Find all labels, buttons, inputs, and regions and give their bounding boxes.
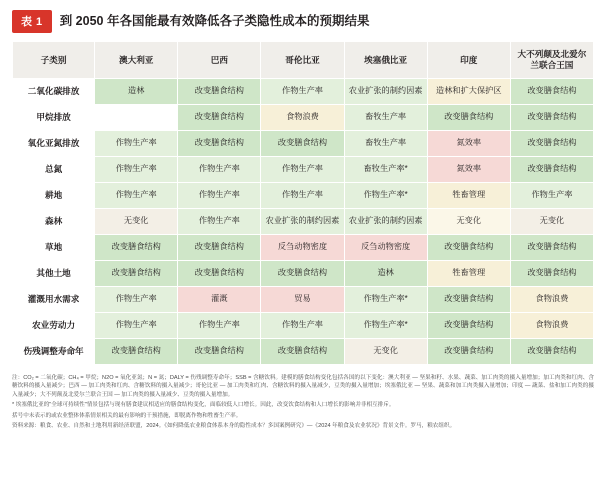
table-cell: 造林 xyxy=(344,261,427,287)
table-header-row xyxy=(13,42,594,79)
row-header-subcategory: 二氧化碳排放 xyxy=(13,79,95,105)
table-cell: 食物浪费 xyxy=(261,105,344,131)
table-cell: 农业扩张的制约因素 xyxy=(261,209,344,235)
table-cell: 改变膳食结构 xyxy=(427,287,510,313)
table-header xyxy=(12,10,594,33)
row-header-subcategory: 总氮 xyxy=(13,157,95,183)
table-row xyxy=(13,157,594,183)
table-cell: 氮效率 xyxy=(427,157,510,183)
column-header-country: 大不列颠及北爱尔兰联合王国 xyxy=(510,42,593,79)
table-cell: 畜牧生产率 xyxy=(344,131,427,157)
table-cell: 改变膳食结构 xyxy=(510,157,593,183)
table-cell: 改变膳食结构 xyxy=(178,105,261,131)
table-cell: 造林 xyxy=(95,79,178,105)
table-cell: 改变膳食结构 xyxy=(510,131,593,157)
column-header-country: 澳大利亚 xyxy=(95,42,178,79)
row-header-subcategory: 氧化亚氮排放 xyxy=(13,131,95,157)
footnote-line-1: 注：CO₂ = 二氧化碳；CH₄ = 甲烷；N2O = 氧化亚氮；N = 氮；DALY = 伤残调整寿命年；SSB = 含糖饮料。建模的膳食结构变化包括各国的以下变化：澳大利亚 — 坚果和籽、水果、蔬菜、加工肉类的摄入量增加；加工肉类和红肉、含糖饮料的摄入量减少；巴西 — 加工肉类和红肉、含糖饮料的摄入量减少；哥伦比亚 — 加工肉类和红肉、含糖饮料的摄入量减少，豆类的摄入量增加；埃塞俄比亚 — 坚果、蔬菜和加工肉类摄入量增加；印度 — 蔬菜、盐和加工肉类的摄入量减少；大不列颠及北爱尔兰联合王国 — 加工肉类的摄入量减少、豆类的摄入量增加。 xyxy=(12,375,594,398)
table-cell: 改变膳食结构 xyxy=(261,131,344,157)
table-cell: 无变化 xyxy=(95,209,178,235)
row-header-subcategory: 耕地 xyxy=(13,183,95,209)
column-header-country: 印度 xyxy=(427,42,510,79)
table-cell: 改变膳食结构 xyxy=(427,339,510,365)
table-cell: 食物浪费 xyxy=(510,313,593,339)
table-row xyxy=(13,79,594,105)
table-head xyxy=(13,42,594,79)
table-cell: 作物生产率 xyxy=(510,183,593,209)
table-cell: 贸易 xyxy=(261,287,344,313)
table-cell: 作物生产率 xyxy=(178,313,261,339)
row-header-subcategory: 灌溉用水需求 xyxy=(13,287,95,313)
table-cell: 改变膳食结构 xyxy=(178,261,261,287)
table-cell: 造林和扩大保护区 xyxy=(427,79,510,105)
table-cell: 改变膳食结构 xyxy=(95,235,178,261)
table-row xyxy=(13,261,594,287)
table-cell: 作物生产率 xyxy=(178,157,261,183)
table-cell: 无变化 xyxy=(344,339,427,365)
table-cell: 改变膳食结构 xyxy=(95,261,178,287)
table-cell: 作物生产率 xyxy=(95,313,178,339)
table-cell: 改变膳食结构 xyxy=(427,105,510,131)
table-body xyxy=(13,79,594,365)
table-cell: 无变化 xyxy=(427,209,510,235)
table-cell: 改变膳食结构 xyxy=(178,79,261,105)
table-cell: 改变膳食结构 xyxy=(510,105,593,131)
column-header-country: 埃塞俄比亚 xyxy=(344,42,427,79)
column-header-country: 巴西 xyxy=(178,42,261,79)
table-cell: 灌溉 xyxy=(178,287,261,313)
table-cell: 改变膳食结构 xyxy=(427,235,510,261)
footnote-source: 资料来源：粮食、农业、自然和土地利用新经济联盟，2024。《如何降低农业粮食体系本身的隐性成本？多国案例研究》—《2024 年粮食及农业状况》背景文件。罗马，粮农组织。 xyxy=(12,422,456,429)
table-cell: 牲畜管理 xyxy=(427,183,510,209)
table-row xyxy=(13,287,594,313)
footnote-line-3: 括号中未表示的或农业整体体系情景相关的最有影响的干预措施，即脱离作物和牲畜生产率。 xyxy=(12,412,242,419)
table-cell: 改变膳食结构 xyxy=(510,261,593,287)
table-cell xyxy=(95,105,178,131)
table-cell: 反刍动物密度 xyxy=(344,235,427,261)
table-badge: 表 1 xyxy=(12,10,52,33)
table-cell: 改变膳食结构 xyxy=(510,339,593,365)
table-cell: 无变化 xyxy=(510,209,593,235)
table-cell: 改变膳食结构 xyxy=(510,235,593,261)
table-cell: 作物生产率 xyxy=(95,157,178,183)
table-cell: 食物浪费 xyxy=(510,287,593,313)
results-table xyxy=(12,41,594,365)
footnotes xyxy=(12,374,594,430)
table-row xyxy=(13,313,594,339)
table-cell: 作物生产率 xyxy=(178,183,261,209)
table-row xyxy=(13,131,594,157)
table-cell: 改变膳食结构 xyxy=(510,79,593,105)
row-header-subcategory: 农业劳动力 xyxy=(13,313,95,339)
table-cell: 改变膳食结构 xyxy=(95,339,178,365)
row-header-subcategory: 伤残调整寿命年 xyxy=(13,339,95,365)
row-header-subcategory: 其他土地 xyxy=(13,261,95,287)
table-cell: 作物生产率* xyxy=(344,183,427,209)
table-cell: 作物生产率 xyxy=(95,131,178,157)
table-cell: 作物生产率 xyxy=(261,79,344,105)
column-header-country: 哥伦比亚 xyxy=(261,42,344,79)
table-row xyxy=(13,235,594,261)
table-row xyxy=(13,209,594,235)
table-cell: 反刍动物密度 xyxy=(261,235,344,261)
table-cell: 作物生产率 xyxy=(95,287,178,313)
table-row xyxy=(13,339,594,365)
table-cell: 改变膳食结构 xyxy=(427,313,510,339)
table-cell: 作物生产率 xyxy=(261,157,344,183)
table-row xyxy=(13,183,594,209)
table-cell: 氮效率 xyxy=(427,131,510,157)
table-cell: 改变膳食结构 xyxy=(178,235,261,261)
row-header-subcategory: 草地 xyxy=(13,235,95,261)
table-cell: 作物生产率* xyxy=(344,313,427,339)
footnote-line-2: * 埃塞俄比亚的"全球可持续性"情景包括与现有膳食建议相适应的膳食结构变化，面临较低人口增长。因此，改变饮食结构和人口增长的影响并非相互排斥。 xyxy=(12,402,395,409)
table-cell: 作物生产率* xyxy=(344,287,427,313)
table-cell: 改变膳食结构 xyxy=(178,131,261,157)
table-cell: 作物生产率 xyxy=(95,183,178,209)
row-header-subcategory: 森林 xyxy=(13,209,95,235)
table-cell: 畜牧生产率 xyxy=(344,105,427,131)
table-cell: 畜牧生产率* xyxy=(344,157,427,183)
table-cell: 作物生产率 xyxy=(178,209,261,235)
table-cell: 农业扩张的制约因素 xyxy=(344,79,427,105)
table-cell: 改变膳食结构 xyxy=(261,339,344,365)
table-cell: 改变膳食结构 xyxy=(178,339,261,365)
table-cell: 牲畜管理 xyxy=(427,261,510,287)
table-row xyxy=(13,105,594,131)
column-header-subcategory: 子类别 xyxy=(13,42,95,79)
table-cell: 改变膳食结构 xyxy=(261,261,344,287)
table-cell: 作物生产率 xyxy=(261,313,344,339)
table-cell: 作物生产率 xyxy=(261,183,344,209)
table-cell: 农业扩张的制约因素 xyxy=(344,209,427,235)
page-title: 到 2050 年各国能最有效降低各子类隐性成本的预期结果 xyxy=(59,13,370,28)
row-header-subcategory: 甲烷排放 xyxy=(13,105,95,131)
